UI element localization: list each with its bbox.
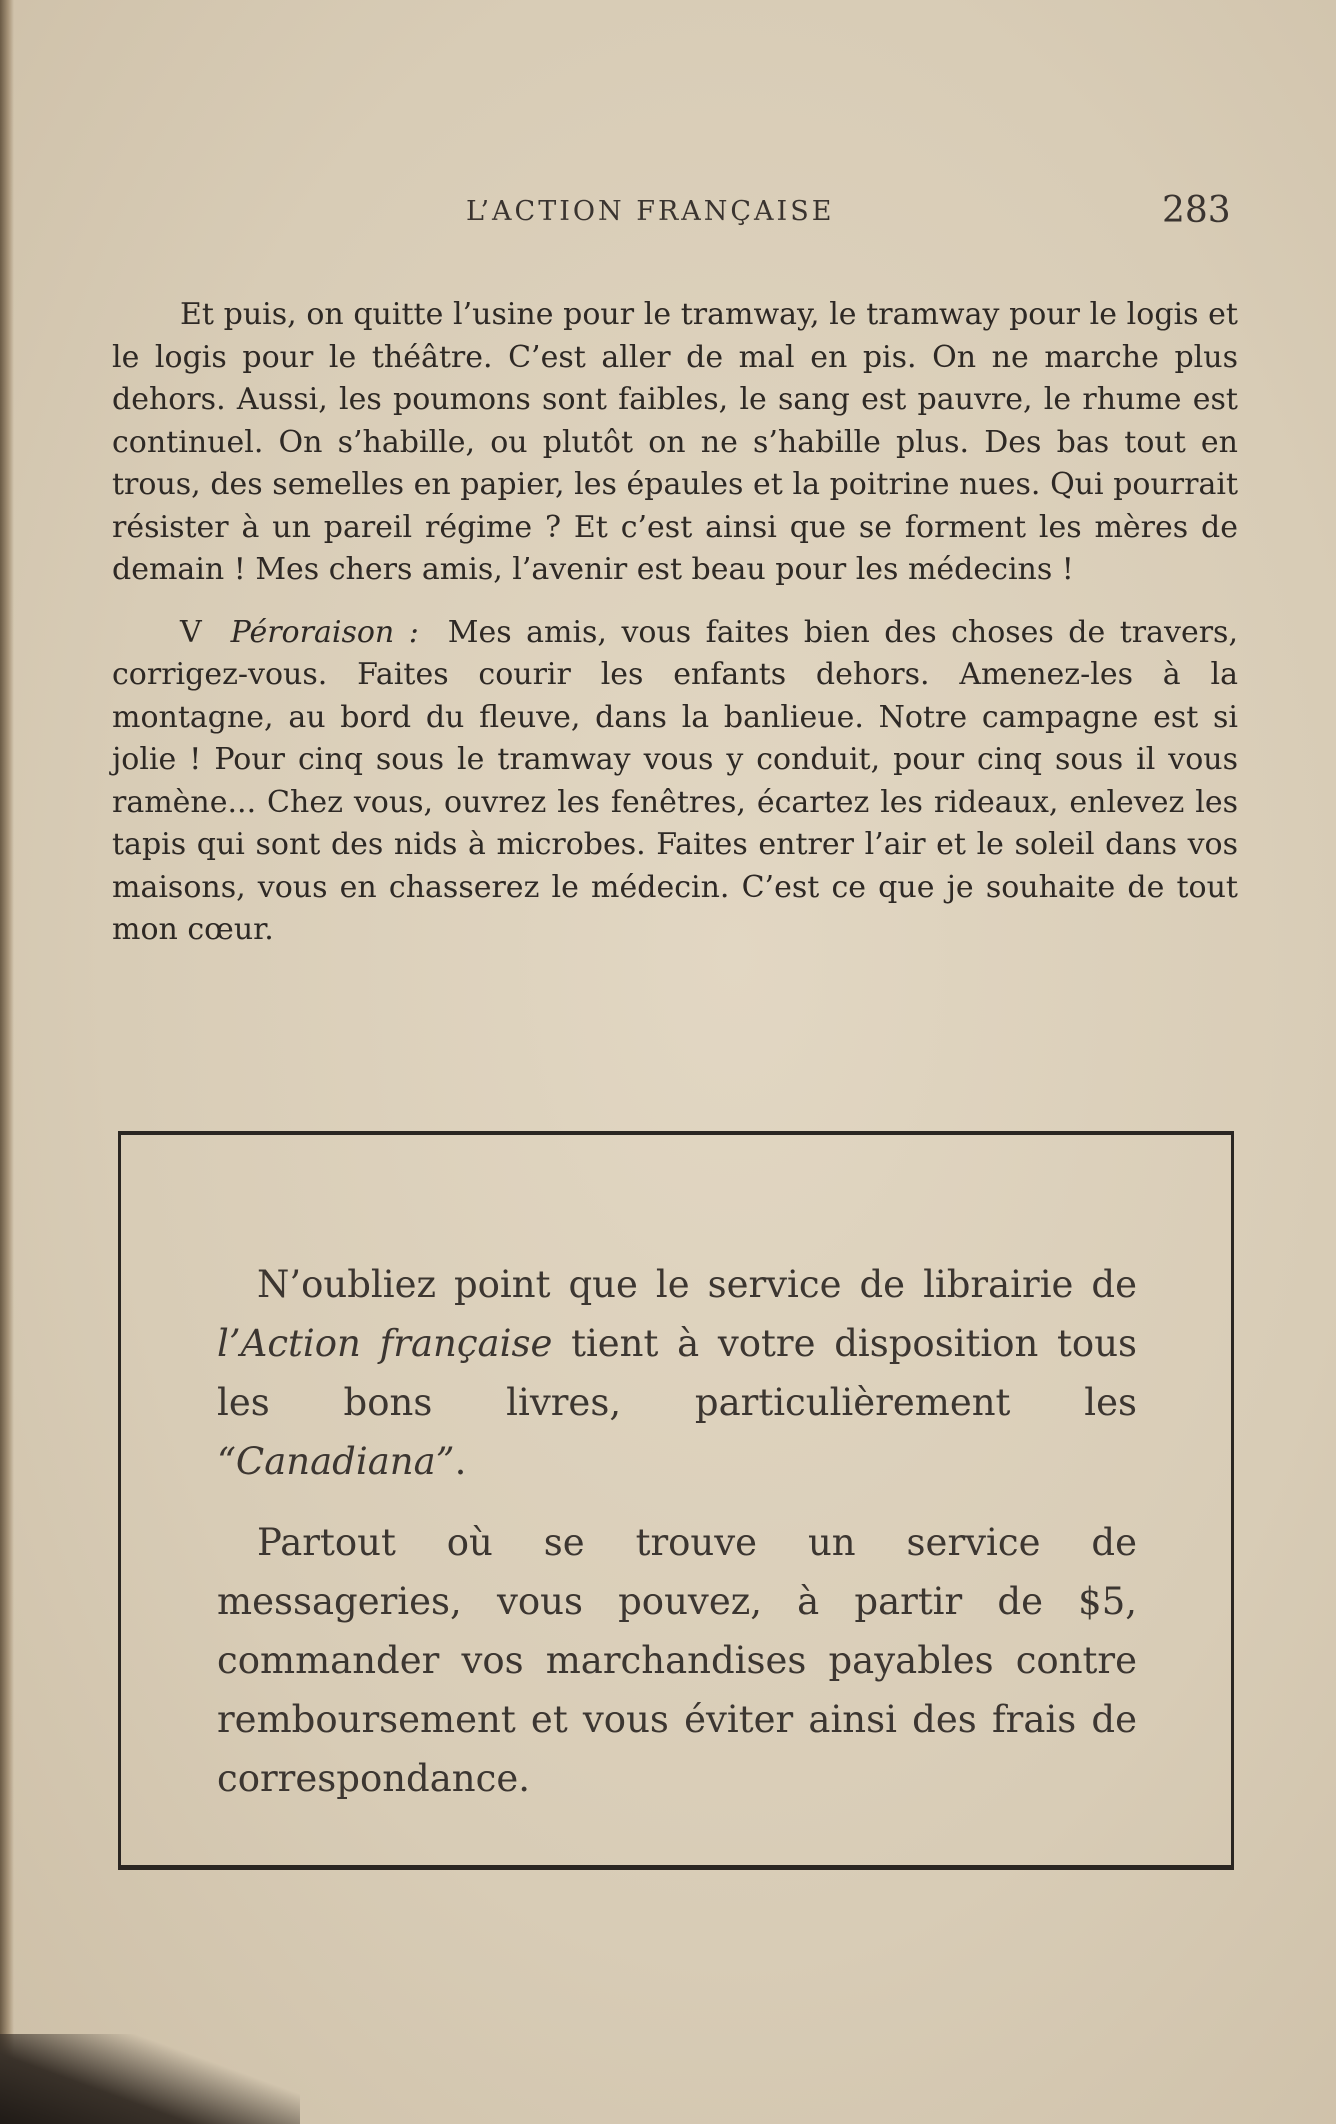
notice-text-period: . <box>454 1440 467 1483</box>
running-head: L’ACTION FRANÇAISE <box>466 196 835 227</box>
scan-shadow <box>0 2034 300 2124</box>
notice-paragraph-1 <box>217 1255 1137 1491</box>
paragraph-2 <box>112 612 1238 952</box>
page-binding-edge <box>0 0 14 2124</box>
page-number: 283 <box>1162 190 1231 231</box>
section-numeral: V <box>180 614 202 650</box>
collection-name: “Canadiana” <box>217 1440 455 1483</box>
notice-text-start: N’oubliez point que le service de librairie de <box>257 1263 1137 1306</box>
paragraph-2-text: Mes amis, vous faites bien des choses de travers, corrigez-vous. Faites courir les enfants dehors. Amenez-les à la montagne, au bord du fleuve, dans la banlieue. Notre campagne est si jolie ! Pour cinq sous le tramway vous y conduit, pour cinq sous il vous ramène... Chez vous, ouvrez les fenêtres, écartez les rideaux, enlevez les tapis qui sont des nids à microbes. Faites entrer l’air et le soleil dans vos maisons, vous en chasserez le médecin. C’est ce que je souhaite de tout mon cœur. <box>112 614 1238 947</box>
publication-name: l’Action française <box>217 1322 553 1365</box>
notice-text <box>217 1255 1137 1808</box>
paragraph-1: Et puis, on quitte l’usine pour le tramway, le tramway pour le logis et le logis pour le théâtre. C’est aller de mal en pis. On ne marche plus dehors. Aussi, les poumons sont faibles, le sang est pauvre, le rhume est continuel. On s’habille, ou plutôt on ne s’habille plus. Des bas tout en trous, des semelles en papier, les épaules et la poitrine nues. Qui pourrait résister à un pareil régime ? Et c’est ainsi que se forment les mères de demain ! Mes chers amis, l’avenir est beau pour les médecins ! <box>112 297 1238 587</box>
body-text <box>112 294 1238 952</box>
section-heading: Péroraison : <box>230 614 419 650</box>
notice-paragraph-2: Partout où se trouve un service de messageries, vous pouvez, à partir de $5, commander vos marchandises payables contre remboursement et vous éviter ainsi des frais de correspondance. <box>217 1521 1137 1800</box>
notice-box <box>118 1131 1234 1870</box>
notice-text-middle: tient à votre disposition tous les bons livres, particulièrement les <box>217 1322 1138 1424</box>
